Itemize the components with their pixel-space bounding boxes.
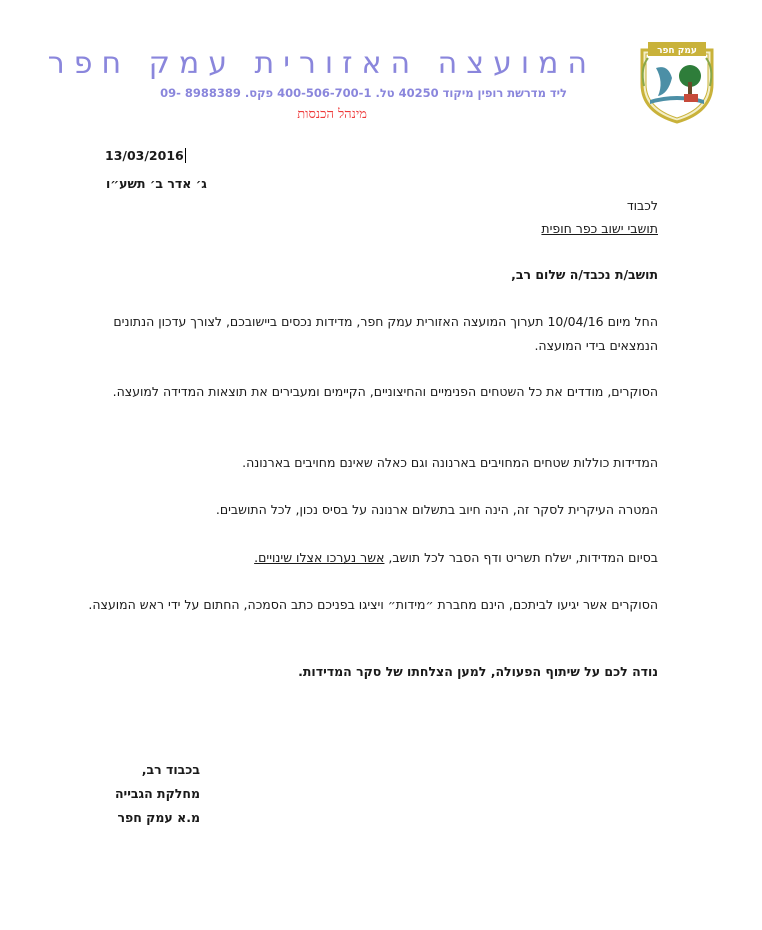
body-paragraph-2: הסוקרים, מודדים את כל השטחים הפנימיים והחיצוניים, הקיימים ומעבירים את תוצאות המדידה למועצה. — [112, 384, 658, 399]
greeting: תושב/ת נכבד/ה שלום רב, — [511, 267, 658, 282]
body-paragraph-4: המטרה העיקרית לסקר זה, הינה חיוב בתשלום ארנונה על בסיס נכון, לכל התושבים. — [215, 502, 658, 517]
council-emblem-icon — [638, 38, 716, 124]
body-paragraph-6: הסוקרים אשר יגיעו לביתכם, הינם מחברת ״מידות״ ויציגו בפניכם כתב הסמכה, החתום על ידי ראש המועצה. — [88, 597, 658, 612]
body-paragraph-3: המדידות כוללות שטחים המחויבים בארנונה וגם כאלה שאינם מחויבים בארנונה. — [242, 455, 658, 470]
gregorian-date-text: 13/03/2016 — [105, 148, 184, 163]
closing-line: נודה לכם על שיתוף הפעולה, למען הצלחתו של סקר המדידות. — [298, 664, 658, 679]
org-name: המועצה האזורית עמק חפר — [47, 46, 596, 81]
signature-council: מ.א עמק חפר — [117, 810, 200, 825]
signature-department: מחלקת הגבייה — [114, 786, 200, 801]
text-cursor — [185, 148, 186, 163]
paragraph-5-text: בסיום המדידות, ישלח תשריט ודף הסבר לכל תושב, — [388, 550, 658, 565]
body-paragraph-5 — [78, 546, 658, 570]
gregorian-date — [105, 148, 186, 163]
addressee-salutation: לכבוד — [626, 198, 658, 213]
signature-regards: בכבוד רב, — [141, 762, 200, 777]
paragraph-5-underlined: אשר נערכו אצלו שינויים. — [254, 550, 385, 565]
org-address: ליד מדרשת רופין מיקוד 40250 טל. 400-506-700-1 פקס. 8988389 -09 — [160, 86, 567, 100]
department-name: מינהל הכנסות — [297, 107, 367, 122]
body-paragraph-1: החל מיום 10/04/16 תערוך המועצה האזורית עמק חפר, מדידות נכסים ביישובכם, לצורך עדכון הנתונים הנמצאים בידי המועצה. — [113, 314, 658, 353]
addressee-name: תושבי ישוב כפר חופית — [541, 221, 658, 236]
hebrew-date: ג׳ אדר ב׳ תשע״ו — [106, 176, 207, 191]
emblem-label: עמק חפר — [657, 46, 697, 56]
